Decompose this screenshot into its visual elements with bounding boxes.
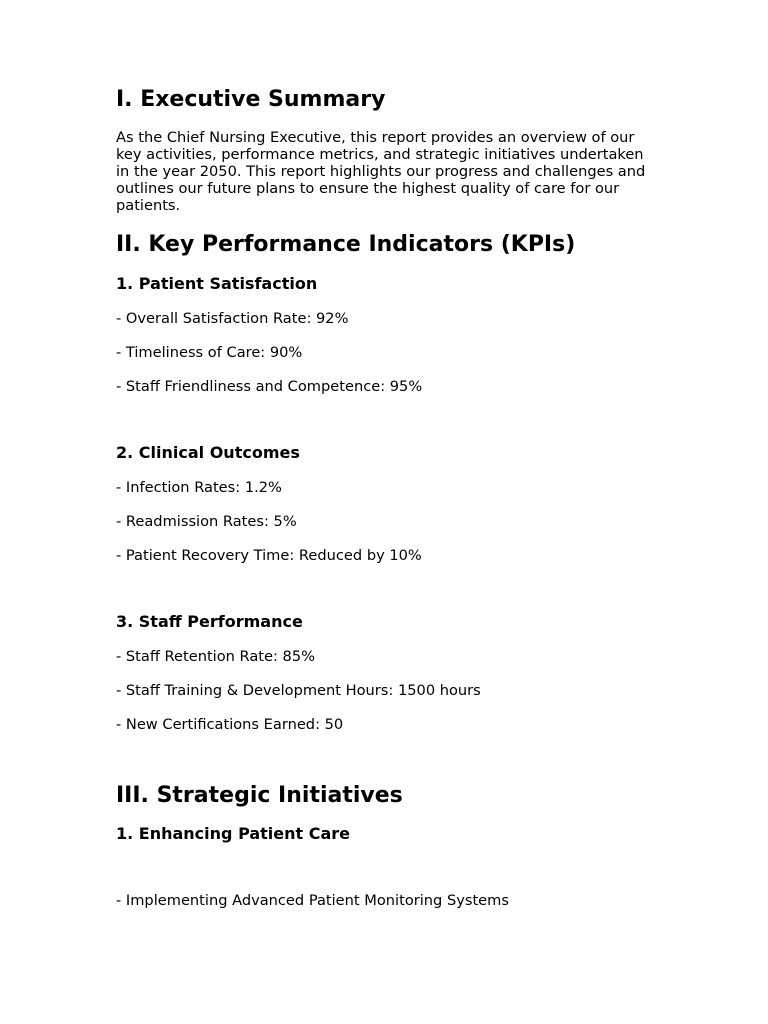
list-item: - Patient Recovery Time: Reduced by 10% bbox=[116, 547, 422, 564]
list-item: - Readmission Rates: 5% bbox=[116, 513, 297, 530]
executive-summary-paragraph: As the Chief Nursing Executive, this report provides an overview of our key activities, performance metrics, and strategic initiatives undertaken in the year 2050. This report highlights our progress and challenges and outlines our future plans to ensure the highest quality of care for our patients. bbox=[116, 129, 646, 214]
staff-performance-heading: 3. Staff Performance bbox=[116, 612, 303, 631]
list-item: - Staff Friendliness and Competence: 95% bbox=[116, 378, 423, 395]
list-item: - Infection Rates: 1.2% bbox=[116, 479, 282, 496]
patient-satisfaction-heading: 1. Patient Satisfaction bbox=[116, 274, 318, 293]
strategic-initiatives-heading: III. Strategic Initiatives bbox=[116, 783, 403, 808]
enhancing-patient-care-heading: 1. Enhancing Patient Care bbox=[116, 824, 351, 843]
list-item: - Implementing Advanced Patient Monitoring Systems bbox=[116, 892, 509, 909]
list-item: - Overall Satisfaction Rate: 92% bbox=[116, 310, 349, 327]
executive-summary-heading: I. Executive Summary bbox=[116, 87, 386, 112]
list-item: - Staff Retention Rate: 85% bbox=[116, 648, 315, 665]
list-item: - Timeliness of Care: 90% bbox=[116, 344, 303, 361]
list-item: - New Certifications Earned: 50 bbox=[116, 716, 344, 733]
clinical-outcomes-heading: 2. Clinical Outcomes bbox=[116, 443, 300, 462]
kpis-heading: II. Key Performance Indicators (KPIs) bbox=[116, 232, 576, 257]
list-item: - Staff Training & Development Hours: 1500 hours bbox=[116, 682, 481, 699]
